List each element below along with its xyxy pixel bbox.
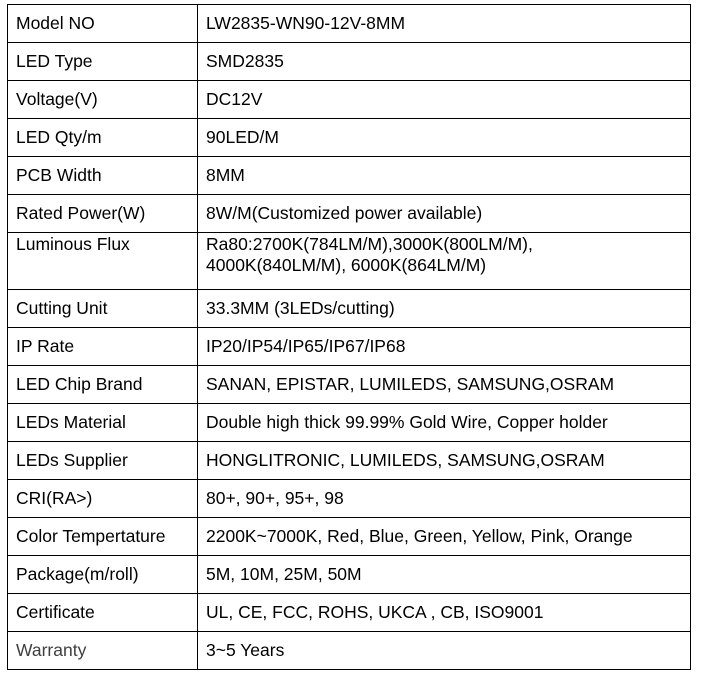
table-row	[8, 518, 691, 556]
spec-value-cri: 80+, 90+, 95+, 98	[198, 480, 691, 518]
table-row	[8, 157, 691, 195]
spec-value-model-no: LW2835-WN90-12V-8MM	[198, 5, 691, 43]
spec-value-leds-material: Double high thick 99.99% Gold Wire, Copper holder	[198, 404, 691, 442]
table-row	[8, 195, 691, 233]
spec-value-pcb-width: 8MM	[198, 157, 691, 195]
spec-label-led-qty: LED Qty/m	[8, 119, 198, 157]
table-row	[8, 556, 691, 594]
table-row	[8, 5, 691, 43]
spec-label-voltage: Voltage(V)	[8, 81, 198, 119]
spec-label-rated-power: Rated Power(W)	[8, 195, 198, 233]
table-row	[8, 632, 691, 670]
spec-label-luminous-flux: Luminous Flux	[8, 233, 198, 290]
spec-table	[7, 4, 691, 670]
table-row	[8, 233, 691, 290]
spec-label-certificate: Certificate	[8, 594, 198, 632]
spec-label-color-temperature: Color Tempertature	[8, 518, 198, 556]
spec-value-luminous-flux	[198, 233, 691, 290]
table-row	[8, 119, 691, 157]
spec-value-rated-power: 8W/M(Customized power available)	[198, 195, 691, 233]
spec-label-ip-rate: IP Rate	[8, 328, 198, 366]
spec-label-leds-supplier: LEDs Supplier	[8, 442, 198, 480]
spec-label-model-no: Model NO	[8, 5, 198, 43]
spec-value-led-qty: 90LED/M	[198, 119, 691, 157]
table-row	[8, 404, 691, 442]
spec-label-led-chip-brand: LED Chip Brand	[8, 366, 198, 404]
spec-value-leds-supplier: HONGLITRONIC, LUMILEDS, SAMSUNG,OSRAM	[198, 442, 691, 480]
table-row	[8, 442, 691, 480]
table-row	[8, 81, 691, 119]
luminous-flux-line-2: 4000K(840LM/M), 6000K(864LM/M)	[206, 255, 487, 275]
spec-value-package: 5M, 10M, 25M, 50M	[198, 556, 691, 594]
spec-label-cri: CRI(RA>)	[8, 480, 198, 518]
table-row	[8, 328, 691, 366]
spec-label-leds-material: LEDs Material	[8, 404, 198, 442]
luminous-flux-line-1: Ra80:2700K(784LM/M),3000K(800LM/M),	[206, 234, 533, 254]
table-row	[8, 594, 691, 632]
spec-value-warranty: 3~5 Years	[198, 632, 691, 670]
table-row	[8, 366, 691, 404]
spec-value-cutting-unit: 33.3MM (3LEDs/cutting)	[198, 290, 691, 328]
spec-label-cutting-unit: Cutting Unit	[8, 290, 198, 328]
table-row	[8, 43, 691, 81]
table-row	[8, 290, 691, 328]
spec-value-certificate: UL, CE, FCC, ROHS, UKCA , CB, ISO9001	[198, 594, 691, 632]
spec-value-ip-rate: IP20/IP54/IP65/IP67/IP68	[198, 328, 691, 366]
spec-label-warranty: Warranty	[8, 632, 198, 670]
spec-value-color-temperature: 2200K~7000K, Red, Blue, Green, Yellow, Pink, Orange	[198, 518, 691, 556]
table-row	[8, 480, 691, 518]
spec-label-pcb-width: PCB Width	[8, 157, 198, 195]
spec-label-package: Package(m/roll)	[8, 556, 198, 594]
spec-label-led-type: LED Type	[8, 43, 198, 81]
spec-value-led-type: SMD2835	[198, 43, 691, 81]
spec-value-led-chip-brand: SANAN, EPISTAR, LUMILEDS, SAMSUNG,OSRAM	[198, 366, 691, 404]
spec-value-voltage: DC12V	[198, 81, 691, 119]
